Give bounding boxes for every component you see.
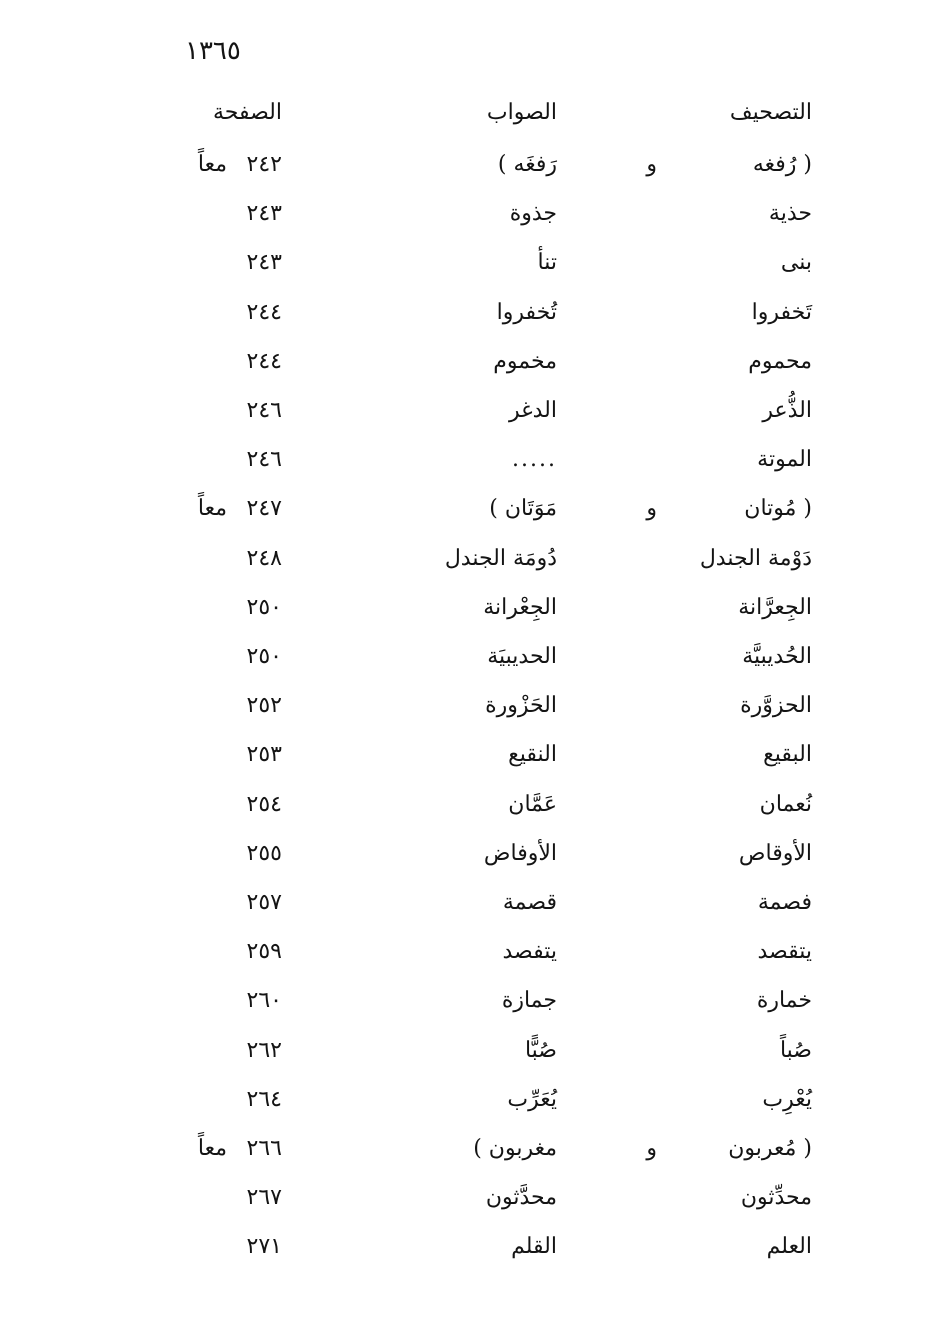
correct-cell: عَمَّان	[508, 792, 557, 817]
header-correct: الصواب	[486, 100, 557, 125]
error-cell: دَوْمة الجندل	[699, 546, 812, 571]
page-cell: ٢٥٧	[246, 890, 282, 915]
correct-cell: الحديبيَة	[487, 644, 557, 669]
error-cell: صُباً	[779, 1038, 812, 1063]
error-cell: الحزوَّرة	[740, 693, 812, 718]
correct-cell: جمازة	[501, 988, 557, 1013]
page-cell: ٢٤٢	[246, 152, 282, 177]
page-cell: ٢٦٤	[246, 1087, 282, 1112]
correct-cell: الحَزْورة	[485, 693, 557, 718]
error-cell: الجِعرَّانة	[738, 595, 812, 620]
correct-cell: مَوَتَان )	[489, 496, 557, 521]
correct-cell: محدَّثون	[485, 1185, 557, 1210]
correct-cell: الدغر	[508, 398, 557, 423]
page-cell: ٢٥٤	[246, 792, 282, 817]
page-cell: ٢٤٣	[246, 201, 282, 226]
header-page: الصفحة	[212, 100, 282, 125]
correct-cell: .....	[512, 447, 557, 472]
correct-cell: صُبًّا	[524, 1038, 557, 1063]
page-cell: ٢٤٨	[246, 546, 282, 571]
correct-cell: النقيع	[508, 742, 557, 767]
error-cell: محموم	[748, 349, 812, 374]
correct-cell: الأوفاض	[483, 841, 557, 866]
correct-cell: دُومَة الجندل	[444, 546, 557, 571]
error-cell: ( مُعربون	[728, 1136, 812, 1161]
together-cell: معاً	[197, 496, 227, 521]
error-cell: فصمة	[757, 890, 812, 915]
page-number: ١٣٦٥	[185, 36, 241, 66]
error-cell: حذية	[768, 201, 812, 226]
correct-cell: رَفغَه )	[497, 152, 557, 177]
conjunction-cell: و	[646, 1136, 657, 1161]
correct-cell: الجِعْرانة	[483, 595, 557, 620]
error-cell: ( مُوتان	[744, 496, 812, 521]
error-cell: نُعمان	[759, 792, 812, 817]
page-cell: ٢٦٢	[246, 1038, 282, 1063]
error-cell: الذُّعر	[762, 398, 812, 423]
page-cell: ٢٧١	[246, 1234, 282, 1259]
together-cell: معاً	[197, 1136, 227, 1161]
error-cell: البقيع	[763, 742, 812, 767]
page-cell: ٢٤٦	[246, 398, 282, 423]
correct-cell: يتفصد	[502, 939, 557, 964]
page-cell: ٢٥٥	[246, 841, 282, 866]
page-cell: ٢٦٧	[246, 1185, 282, 1210]
conjunction-cell: و	[646, 152, 657, 177]
page-cell: ٢٦٦	[246, 1136, 282, 1161]
error-cell: ( رُفغه	[752, 152, 812, 177]
error-cell: بنى	[780, 250, 812, 275]
page-cell: ٢٤٦	[246, 447, 282, 472]
error-cell: الأوقاص	[738, 841, 812, 866]
error-cell: الحُديبيَّة	[742, 644, 812, 669]
correct-cell: تُخفروا	[496, 300, 557, 325]
correct-cell: مخموم	[493, 349, 557, 374]
page-cell: ٢٥٠	[246, 644, 282, 669]
error-cell: الموتة	[757, 447, 812, 472]
together-cell: معاً	[197, 152, 227, 177]
correct-cell: يُعَرِّب	[507, 1087, 557, 1112]
correct-cell: القلم	[511, 1234, 557, 1259]
correct-cell: قصمة	[502, 890, 557, 915]
page-cell: ٢٥٣	[246, 742, 282, 767]
error-cell: تَخفروا	[751, 300, 812, 325]
page-cell: ٢٤٤	[246, 349, 282, 374]
error-cell: خمارة	[756, 988, 812, 1013]
error-cell: يُعْرِب	[762, 1087, 812, 1112]
error-cell: يتقصد	[757, 939, 812, 964]
page-cell: ٢٤٧	[246, 496, 282, 521]
page-cell: ٢٥٢	[246, 693, 282, 718]
correct-cell: تنأ	[537, 250, 557, 275]
page-cell: ٢٥٩	[246, 939, 282, 964]
page-cell: ٢٦٠	[246, 988, 282, 1013]
page-cell: ٢٥٠	[246, 595, 282, 620]
correct-cell: جذوة	[509, 201, 557, 226]
page-cell: ٢٤٤	[246, 300, 282, 325]
page-cell: ٢٤٣	[246, 250, 282, 275]
error-cell: محدِّثون	[740, 1185, 812, 1210]
error-cell: العلم	[766, 1234, 812, 1259]
header-error: التصحيف	[729, 100, 812, 125]
correct-cell: مغربون )	[473, 1136, 557, 1161]
conjunction-cell: و	[646, 496, 657, 521]
